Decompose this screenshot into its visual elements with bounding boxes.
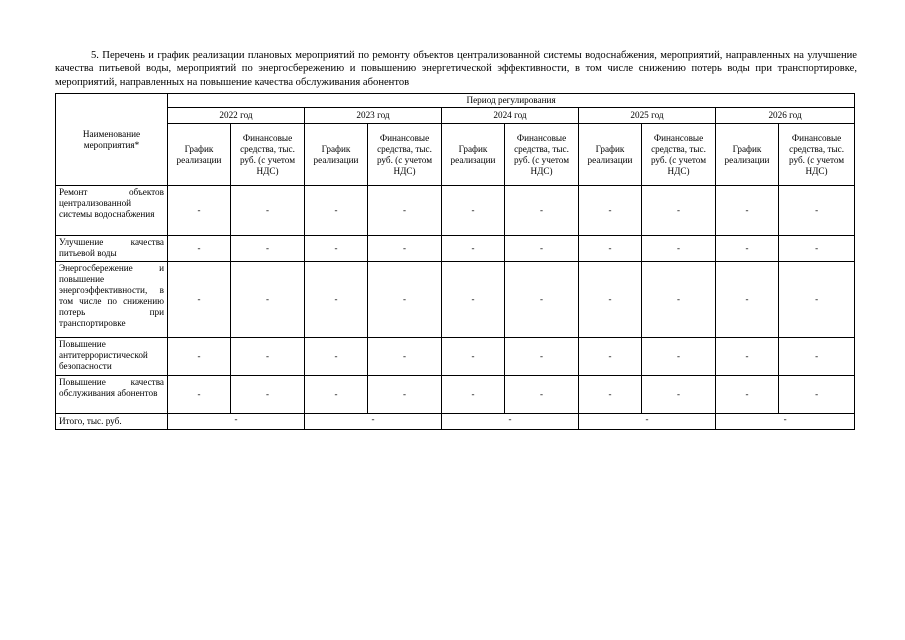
table-row xyxy=(56,186,855,236)
value-cell: - xyxy=(368,186,442,236)
value-cell: - xyxy=(168,376,231,414)
value-cell: - xyxy=(231,338,305,376)
finance-subheader: Финансовые средства, тыс. руб. (с учетом НДС) xyxy=(642,124,716,186)
value-cell: - xyxy=(579,236,642,262)
value-cell: - xyxy=(642,338,716,376)
value-cell: - xyxy=(442,236,505,262)
activity-name: Повышение качества обслуживания абонентов xyxy=(56,376,168,414)
value-cell: - xyxy=(716,376,779,414)
schedule-subheader: График реализации xyxy=(716,124,779,186)
value-cell: - xyxy=(442,186,505,236)
value-cell: - xyxy=(642,236,716,262)
finance-subheader: Финансовые средства, тыс. руб. (с учетом НДС) xyxy=(231,124,305,186)
value-cell: - xyxy=(579,376,642,414)
value-cell: - xyxy=(231,186,305,236)
value-cell: - xyxy=(442,338,505,376)
value-cell: - xyxy=(168,186,231,236)
value-cell: - xyxy=(505,338,579,376)
value-cell: - xyxy=(231,376,305,414)
value-cell: - xyxy=(779,186,855,236)
value-cell: - xyxy=(368,236,442,262)
schedule-subheader: График реализации xyxy=(442,124,505,186)
value-cell: - xyxy=(642,186,716,236)
total-value: - xyxy=(168,414,305,430)
value-cell: - xyxy=(305,186,368,236)
value-cell: - xyxy=(368,338,442,376)
finance-subheader: Финансовые средства, тыс. руб. (с учетом НДС) xyxy=(505,124,579,186)
value-cell: - xyxy=(505,186,579,236)
value-cell: - xyxy=(505,376,579,414)
plan-table xyxy=(55,93,855,430)
value-cell: - xyxy=(505,236,579,262)
value-cell: - xyxy=(579,262,642,338)
activity-name: Энергосбережение и повышение энергоэффективности, в том числе по снижению потерь при транспортировке xyxy=(56,262,168,338)
value-cell: - xyxy=(368,376,442,414)
value-cell: - xyxy=(716,236,779,262)
total-value: - xyxy=(442,414,579,430)
finance-subheader: Финансовые средства, тыс. руб. (с учетом НДС) xyxy=(368,124,442,186)
value-cell: - xyxy=(168,262,231,338)
value-cell: - xyxy=(779,338,855,376)
name-column-header: Наименование мероприятия* xyxy=(56,94,168,186)
year-header: 2022 год xyxy=(168,108,305,124)
value-cell: - xyxy=(305,236,368,262)
value-cell: - xyxy=(579,338,642,376)
value-cell: - xyxy=(642,262,716,338)
value-cell: - xyxy=(505,262,579,338)
value-cell: - xyxy=(442,376,505,414)
section-heading: 5. Перечень и график реализации плановых мероприятий по ремонту объектов централизованной системы водоснабжения, мероприятий, направленных на улучшение качества питьевой воды, мероприятий по энергосбережению и повышению энергетической эффективности, в том числе снижению потерь воды при транспортировке, мероприятий, направленных на повышение качества обслуживания абонентов xyxy=(55,49,857,88)
value-cell: - xyxy=(716,262,779,338)
total-value: - xyxy=(579,414,716,430)
table-row xyxy=(56,236,855,262)
value-cell: - xyxy=(642,376,716,414)
activity-name: Повышение антитеррористической безопасности xyxy=(56,338,168,376)
value-cell: - xyxy=(305,262,368,338)
value-cell: - xyxy=(579,186,642,236)
total-row xyxy=(56,414,855,430)
year-header: 2023 год xyxy=(305,108,442,124)
value-cell: - xyxy=(716,338,779,376)
value-cell: - xyxy=(168,338,231,376)
value-cell: - xyxy=(168,236,231,262)
activity-name: Улучшение качества питьевой воды xyxy=(56,236,168,262)
value-cell: - xyxy=(305,376,368,414)
table-body xyxy=(56,186,855,430)
period-header: Период регулирования xyxy=(168,94,855,108)
year-header: 2024 год xyxy=(442,108,579,124)
value-cell: - xyxy=(442,262,505,338)
value-cell: - xyxy=(231,262,305,338)
activity-name: Ремонт объектов централизованной системы водоснабжения xyxy=(56,186,168,236)
total-label: Итого, тыс. руб. xyxy=(56,414,168,430)
value-cell: - xyxy=(305,338,368,376)
year-header: 2026 год xyxy=(716,108,855,124)
schedule-subheader: График реализации xyxy=(305,124,368,186)
table-row xyxy=(56,376,855,414)
table-row xyxy=(56,262,855,338)
total-value: - xyxy=(305,414,442,430)
value-cell: - xyxy=(368,262,442,338)
table-row xyxy=(56,338,855,376)
value-cell: - xyxy=(231,236,305,262)
total-value: - xyxy=(716,414,855,430)
value-cell: - xyxy=(779,262,855,338)
schedule-subheader: График реализации xyxy=(579,124,642,186)
value-cell: - xyxy=(716,186,779,236)
value-cell: - xyxy=(779,376,855,414)
schedule-subheader: График реализации xyxy=(168,124,231,186)
year-header: 2025 год xyxy=(579,108,716,124)
value-cell: - xyxy=(779,236,855,262)
finance-subheader: Финансовые средства, тыс. руб. (с учетом НДС) xyxy=(779,124,855,186)
